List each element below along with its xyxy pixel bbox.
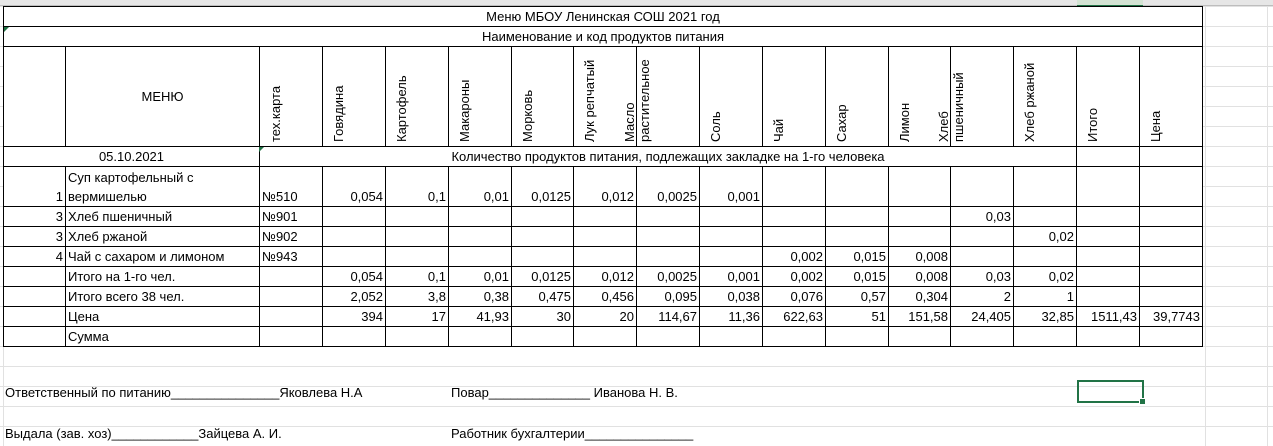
- quantity-note[interactable]: Количество продуктов питания, подлежащих закладке на 1-го человека: [260, 147, 1077, 167]
- value-cell[interactable]: [386, 247, 449, 267]
- value-cell[interactable]: 0,0025: [637, 167, 700, 207]
- value-cell[interactable]: [323, 247, 386, 267]
- menu-table: [3, 6, 1203, 347]
- value-cell[interactable]: 0,038: [700, 287, 763, 307]
- value-cell[interactable]: [1140, 287, 1203, 307]
- value-cell[interactable]: 1: [1014, 287, 1077, 307]
- dish-name[interactable]: Хлеб ржаной: [66, 227, 260, 247]
- column-header-label: Соль: [708, 111, 723, 142]
- column-header-label: Лук репчатый: [582, 59, 597, 142]
- value-cell[interactable]: 0,076: [763, 287, 826, 307]
- value-cell[interactable]: [951, 327, 1014, 347]
- value-cell[interactable]: 0,01: [449, 267, 512, 287]
- value-cell[interactable]: [512, 247, 574, 267]
- value-cell[interactable]: [1014, 207, 1077, 227]
- value-cell[interactable]: 0,0125: [512, 167, 574, 207]
- comment-indicator: [4, 27, 9, 32]
- value-cell[interactable]: [826, 207, 889, 227]
- table-row: [4, 247, 1203, 267]
- column-header-label: Лимон: [896, 102, 912, 142]
- value-cell[interactable]: 151,58: [889, 307, 951, 327]
- column-header-label: Картофель: [394, 75, 409, 142]
- value-cell[interactable]: [1140, 327, 1203, 347]
- value-cell[interactable]: [763, 327, 826, 347]
- value-cell[interactable]: [763, 207, 826, 227]
- value-cell[interactable]: 0,02: [1014, 267, 1077, 287]
- value-cell[interactable]: [1014, 247, 1077, 267]
- value-cell[interactable]: 39,7743: [1140, 307, 1203, 327]
- value-cell[interactable]: [1077, 207, 1140, 227]
- table-row: [4, 227, 1203, 247]
- value-cell[interactable]: [700, 207, 763, 227]
- value-cell[interactable]: 0,475: [512, 287, 574, 307]
- grid-line: [1267, 6, 1268, 446]
- value-cell[interactable]: [1140, 247, 1203, 267]
- value-cell[interactable]: 2,052: [323, 287, 386, 307]
- table-row: [4, 207, 1203, 227]
- column-header-label: Хлеб ржаной: [1022, 62, 1037, 142]
- value-cell[interactable]: 0,38: [449, 287, 512, 307]
- value-cell[interactable]: 0,008: [889, 247, 951, 267]
- responsible-person[interactable]: Ответственный по питанию_______________Яковлева Н.А: [5, 385, 363, 400]
- value-cell[interactable]: 0,03: [951, 207, 1014, 227]
- value-cell[interactable]: 0,001: [700, 267, 763, 287]
- selected-cell[interactable]: [1077, 380, 1144, 403]
- value-cell[interactable]: [323, 227, 386, 247]
- column-header[interactable]: [1140, 47, 1203, 147]
- value-cell[interactable]: [1140, 167, 1203, 207]
- row-number[interactable]: 3: [4, 227, 66, 247]
- value-cell[interactable]: 0,002: [763, 247, 826, 267]
- value-cell[interactable]: [574, 207, 637, 227]
- value-cell[interactable]: 24,405: [951, 307, 1014, 327]
- value-cell[interactable]: 0,001: [700, 167, 763, 207]
- dish-name[interactable]: Хлеб пшеничный: [66, 207, 260, 227]
- table-row: [4, 267, 1203, 287]
- column-header-label: Итого: [1085, 107, 1100, 142]
- value-cell[interactable]: [1140, 207, 1203, 227]
- value-cell[interactable]: [951, 167, 1014, 207]
- value-cell[interactable]: 30: [512, 307, 574, 327]
- dish-name[interactable]: Цена: [66, 307, 260, 327]
- fill-handle[interactable]: [1139, 398, 1146, 405]
- value-cell[interactable]: [889, 327, 951, 347]
- value-cell[interactable]: [826, 167, 889, 207]
- value-cell[interactable]: [637, 247, 700, 267]
- value-cell[interactable]: [826, 327, 889, 347]
- value-cell[interactable]: [574, 327, 637, 347]
- row-number[interactable]: 3: [4, 207, 66, 227]
- value-cell[interactable]: [574, 227, 637, 247]
- value-cell[interactable]: [574, 247, 637, 267]
- value-cell[interactable]: 0,57: [826, 287, 889, 307]
- column-header[interactable]: [449, 47, 512, 147]
- value-cell[interactable]: 0,01: [449, 167, 512, 207]
- value-cell[interactable]: 20: [574, 307, 637, 327]
- grid-line: [1205, 6, 1206, 446]
- cell[interactable]: [1140, 147, 1203, 167]
- value-cell[interactable]: [512, 207, 574, 227]
- value-cell[interactable]: 0,002: [763, 267, 826, 287]
- value-cell[interactable]: 0,456: [574, 287, 637, 307]
- column-header[interactable]: [260, 47, 323, 147]
- value-cell[interactable]: [700, 247, 763, 267]
- value-cell[interactable]: [700, 327, 763, 347]
- value-cell[interactable]: [1077, 267, 1140, 287]
- value-cell[interactable]: 0,015: [826, 267, 889, 287]
- value-cell[interactable]: [1077, 327, 1140, 347]
- value-cell[interactable]: [1077, 287, 1140, 307]
- dish-name[interactable]: Чай с сахаром и лимоном: [66, 247, 260, 267]
- value-cell[interactable]: 1511,43: [1077, 307, 1140, 327]
- value-cell[interactable]: [323, 207, 386, 227]
- value-cell[interactable]: 41,93: [449, 307, 512, 327]
- value-cell[interactable]: [1077, 227, 1140, 247]
- value-cell[interactable]: 0,1: [386, 167, 449, 207]
- row-number[interactable]: [4, 287, 66, 307]
- comment-indicator: [259, 147, 264, 152]
- value-cell[interactable]: [512, 327, 574, 347]
- value-cell[interactable]: 32,85: [1014, 307, 1077, 327]
- value-cell[interactable]: 0,03: [951, 267, 1014, 287]
- column-header[interactable]: [1014, 47, 1077, 147]
- column-header-label: Макароны: [457, 79, 472, 142]
- value-cell[interactable]: 622,63: [763, 307, 826, 327]
- value-cell[interactable]: 0,012: [574, 267, 637, 287]
- dish-name[interactable]: Итого всего 38 чел.: [66, 287, 260, 307]
- column-header[interactable]: [826, 47, 889, 147]
- value-cell[interactable]: [1140, 267, 1203, 287]
- value-cell[interactable]: [1014, 167, 1077, 207]
- column-header-label: Морковь: [519, 89, 535, 142]
- cell[interactable]: [1077, 147, 1140, 167]
- value-cell[interactable]: 0,008: [889, 267, 951, 287]
- value-cell[interactable]: [386, 207, 449, 227]
- value-cell[interactable]: 114,67: [637, 307, 700, 327]
- value-cell[interactable]: 0,1: [386, 267, 449, 287]
- row-number[interactable]: [4, 307, 66, 327]
- table-row: [4, 307, 1203, 327]
- value-cell[interactable]: [1014, 327, 1077, 347]
- row-number[interactable]: [4, 327, 66, 347]
- value-cell[interactable]: [826, 227, 889, 247]
- value-cell[interactable]: 0,02: [1014, 227, 1077, 247]
- products-header[interactable]: Наименование и код продуктов питания: [4, 27, 1203, 47]
- value-cell[interactable]: [449, 327, 512, 347]
- tech-card-code[interactable]: №901: [260, 207, 323, 227]
- tech-card-code[interactable]: №510: [260, 167, 323, 207]
- value-cell[interactable]: [889, 227, 951, 247]
- column-header[interactable]: [1077, 47, 1140, 147]
- value-cell[interactable]: [889, 207, 951, 227]
- value-cell[interactable]: [700, 227, 763, 247]
- column-header[interactable]: [323, 47, 386, 147]
- tech-card-code[interactable]: [260, 267, 323, 287]
- column-header[interactable]: [622, 47, 700, 147]
- value-cell[interactable]: [449, 247, 512, 267]
- column-header-label: Сахар: [834, 104, 849, 142]
- value-cell[interactable]: [889, 167, 951, 207]
- value-cell[interactable]: 0,054: [323, 167, 386, 207]
- column-header[interactable]: [763, 47, 826, 147]
- column-header-label: Масло растительное: [622, 59, 652, 142]
- value-cell[interactable]: [386, 327, 449, 347]
- column-header-label: Хлеб пшеничный: [936, 72, 966, 142]
- value-cell[interactable]: 0,0125: [512, 267, 574, 287]
- accounting-signature[interactable]: Работник бухгалтерии_______________: [451, 426, 694, 441]
- value-cell[interactable]: [386, 227, 449, 247]
- value-cell[interactable]: 51: [826, 307, 889, 327]
- tech-card-code[interactable]: [260, 327, 323, 347]
- tech-card-code[interactable]: [260, 287, 323, 307]
- table-row: [4, 167, 1203, 207]
- value-cell[interactable]: [951, 227, 1014, 247]
- tech-card-code[interactable]: №943: [260, 247, 323, 267]
- tech-card-code[interactable]: [260, 307, 323, 327]
- value-cell[interactable]: 0,304: [889, 287, 951, 307]
- column-header[interactable]: [512, 47, 574, 147]
- column-header-label: Цена: [1148, 110, 1163, 142]
- sheet-title[interactable]: Меню МБОУ Ленинская СОШ 2021 год: [4, 7, 1203, 27]
- value-cell[interactable]: [449, 207, 512, 227]
- dish-name[interactable]: Сумма: [66, 327, 260, 347]
- menu-header[interactable]: МЕНЮ: [66, 47, 260, 147]
- value-cell[interactable]: 0,012: [574, 167, 637, 207]
- column-header[interactable]: [386, 47, 449, 147]
- menu-date[interactable]: 05.10.2021: [4, 147, 260, 167]
- value-cell[interactable]: 0,015: [826, 247, 889, 267]
- row-number[interactable]: [4, 267, 66, 287]
- value-cell[interactable]: [637, 207, 700, 227]
- table-row: [4, 327, 1203, 347]
- value-cell[interactable]: [637, 327, 700, 347]
- column-header-label: Говядина: [331, 85, 346, 142]
- dish-name[interactable]: Суп картофельный с вермишелью: [66, 167, 260, 207]
- value-cell[interactable]: [1077, 167, 1140, 207]
- value-cell[interactable]: [512, 227, 574, 247]
- value-cell[interactable]: [763, 167, 826, 207]
- value-cell[interactable]: 11,36: [700, 307, 763, 327]
- cook-signature[interactable]: Повар______________ Иванова Н. В.: [451, 385, 678, 400]
- value-cell[interactable]: 3,8: [386, 287, 449, 307]
- value-cell[interactable]: 0,0025: [637, 267, 700, 287]
- column-header-label: Чай: [771, 118, 786, 142]
- value-cell[interactable]: [323, 327, 386, 347]
- column-header[interactable]: [936, 47, 1014, 147]
- dish-name[interactable]: Итого на 1-го чел.: [66, 267, 260, 287]
- value-cell[interactable]: [637, 227, 700, 247]
- row-number[interactable]: 4: [4, 247, 66, 267]
- value-cell[interactable]: 394: [323, 307, 386, 327]
- value-cell[interactable]: [1140, 227, 1203, 247]
- value-cell[interactable]: 0,095: [637, 287, 700, 307]
- column-header-label: тех.карта: [268, 85, 283, 142]
- value-cell[interactable]: 0,054: [323, 267, 386, 287]
- value-cell[interactable]: [763, 227, 826, 247]
- column-header[interactable]: [700, 47, 763, 147]
- value-cell[interactable]: [1077, 247, 1140, 267]
- value-cell[interactable]: [951, 247, 1014, 267]
- value-cell[interactable]: 17: [386, 307, 449, 327]
- value-cell[interactable]: [449, 227, 512, 247]
- issued-by[interactable]: Выдала (зав. хоз)____________Зайцева А. И.: [5, 426, 282, 441]
- header-cell-index[interactable]: [4, 47, 66, 147]
- tech-card-code[interactable]: №902: [260, 227, 323, 247]
- value-cell[interactable]: 2: [951, 287, 1014, 307]
- table-row: [4, 287, 1203, 307]
- row-number[interactable]: 1: [4, 167, 66, 207]
